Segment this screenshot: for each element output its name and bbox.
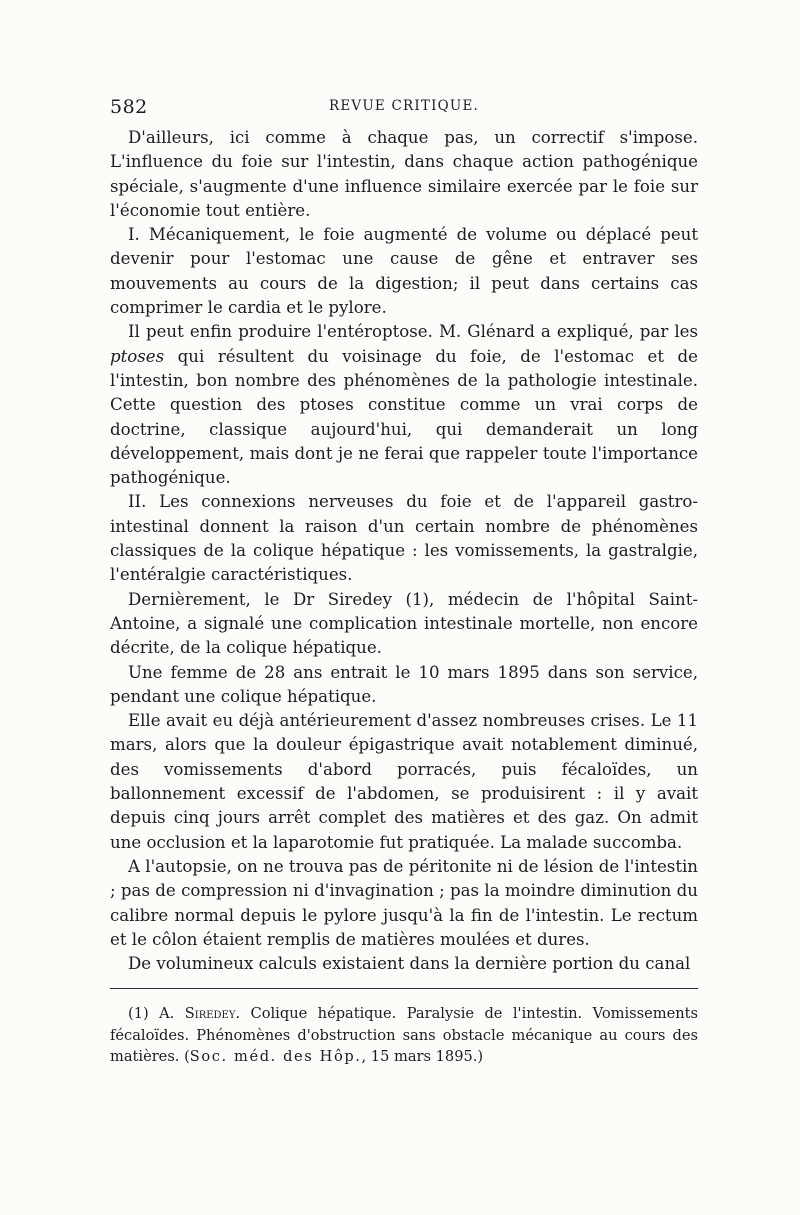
paragraph: Une femme de 28 ans entrait le 10 mars 1895 dans son service, pendant une colique hépatique. bbox=[110, 662, 698, 706]
paragraph: A l'autopsie, on ne trouva pas de péritonite ni de lésion de l'intestin ; pas de compression ni d'invagination ; pas la moindre diminution du calibre normal depuis le pylore jusqu'à la fin de l'intestin. Le rectum et le côlon étaient remplis de matières moulées et dures. bbox=[110, 856, 698, 949]
paragraph: D'ailleurs, ici comme à chaque pas, un correctif s'impose. L'influence du foie sur l'intestin, dans chaque action pathogénique spéciale, s'augmente d'une influence similaire exercée par le foie sur l'économie tout entière. bbox=[110, 128, 698, 220]
page-number: 582 bbox=[110, 96, 148, 118]
page-header bbox=[110, 96, 698, 126]
footnote bbox=[110, 1003, 698, 1068]
italic-term: ptoses bbox=[110, 346, 165, 366]
paragraph: De volumineux calculs existaient dans la dernière portion du canal bbox=[128, 954, 691, 974]
paragraph: I. Mécaniquement, le foie augmenté de volume ou déplacé peut devenir pour l'estomac une cause de gêne et entraver ses mouvements au cours de la digestion; il peut dans certains cas comprimer le cardia et le pylore. bbox=[110, 225, 698, 318]
main-text bbox=[110, 126, 698, 976]
footnote-divider bbox=[110, 988, 698, 989]
footnote-marker: (1) A. bbox=[128, 1005, 185, 1023]
running-title: REVUE CRITIQUE. bbox=[328, 98, 480, 114]
footnote-source: Soc. méd. des Hôp. bbox=[189, 1048, 362, 1066]
paragraph-text: Il peut enfin produire l'entéroptose. M. Glénard a expliqué, par les bbox=[128, 322, 698, 342]
document-page bbox=[110, 96, 698, 1068]
footnote-date: , 15 mars 1895.) bbox=[361, 1048, 484, 1066]
paragraph: Elle avait eu déjà antérieurement d'assez nombreuses crises. Le 11 mars, alors que la douleur épigastrique avait notablement diminué, des vomissements d'abord porracés, puis fécaloïdes, un ballonnement excessif de l'abdomen, se produisirent : il y avait depuis cinq jours arrêt complet des matières et des gaz. On admit une occlusion et la laparotomie fut pratiquée. La malade succomba. bbox=[110, 711, 698, 852]
footnote-author: Siredey bbox=[184, 1005, 236, 1023]
paragraph: II. Les connexions nerveuses du foie et de l'appareil gastro-intestinal donnent la raison d'un certain nombre de phénomènes classiques de la colique hépatique : les vomissements, la gastralgie, l'entéralgie caractéristiques. bbox=[110, 492, 698, 585]
paragraph: Dernièrement, le Dr Siredey (1), médecin de l'hôpital Saint-Antoine, a signalé une complication intestinale mortelle, non encore décrite, de la colique hépatique. bbox=[110, 589, 698, 658]
footnote-text: . Colique hépatique. Paralysie de l'intestin. Vomissements fécaloïdes. Phénomènes d'obstruction sans obstacle mécanique au cours des matières. ( bbox=[110, 1005, 698, 1066]
paragraph bbox=[110, 320, 698, 490]
paragraph-text: qui résultent du voisinage du foie, de l'estomac et de l'intestin, bon nombre des phénomènes de la pathologie intestinale. Cette question des ptoses constitue comme un vrai corps de doctrine, classique aujourd'hui, qui demanderait un long développement, mais dont je ne ferai que rappeler toute l'importance pathogénique. bbox=[110, 346, 698, 488]
